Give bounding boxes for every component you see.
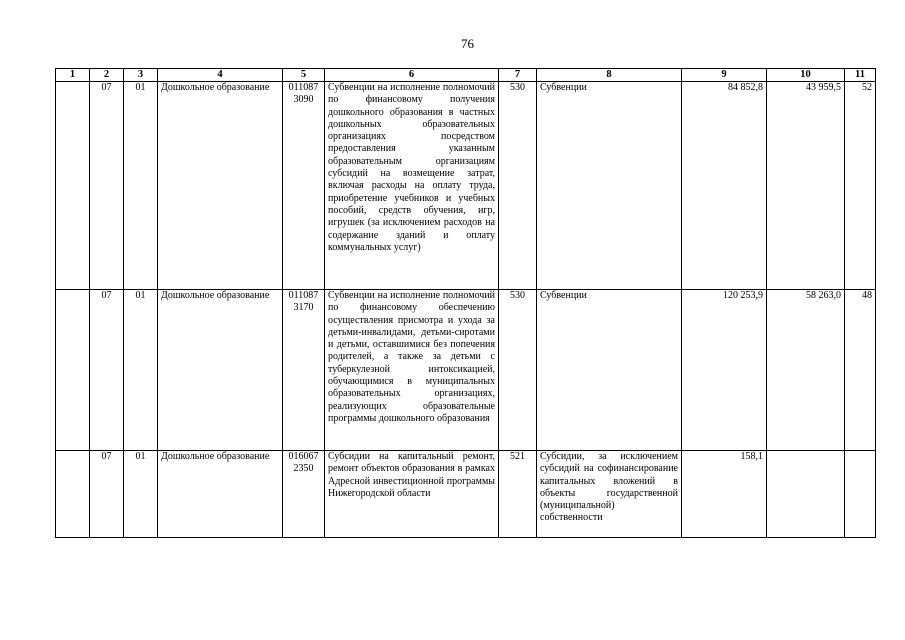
page-number: 76 xyxy=(461,36,474,51)
cell-target-code: 011087 3090 xyxy=(283,82,325,290)
cell-amount-col10: 43 959,5 xyxy=(767,82,845,290)
column-header: 1 xyxy=(56,69,90,82)
column-header: 3 xyxy=(124,69,158,82)
cell-amount-col9: 158,1 xyxy=(682,451,767,538)
cell-section-name: Дошкольное образование xyxy=(158,82,283,290)
cell-target-code: 011087 3170 xyxy=(283,290,325,451)
cell-description: Субвенции на исполнение полномочий по финансовому получения дошкольного образования в частных дошкольных образовательных организациях посредством предоставления указанным образовательным организациям субсидий на возмещение затрат, включая расходы на оплату труда, приобретение учебников и учебных пособий, средств обучения, игр, игрушек (за исключением расходов на содержание зданий и оплату коммунальных услуг) xyxy=(325,82,499,290)
column-header: 5 xyxy=(283,69,325,82)
cell-expense-type: 530 xyxy=(499,290,537,451)
column-header: 11 xyxy=(845,69,876,82)
cell-expense-name: Субвенции xyxy=(537,82,682,290)
table-row xyxy=(56,290,876,451)
budget-table xyxy=(55,68,876,538)
table-row xyxy=(56,451,876,538)
cell-subsection: 01 xyxy=(124,290,158,451)
cell-target-code: 016067 2350 xyxy=(283,451,325,538)
cell-expense-name: Субвенции xyxy=(537,290,682,451)
column-header: 4 xyxy=(158,69,283,82)
cell-subsection: 01 xyxy=(124,451,158,538)
cell-col1 xyxy=(56,451,90,538)
cell-subsection: 01 xyxy=(124,82,158,290)
cell-col1 xyxy=(56,82,90,290)
cell-value-col11 xyxy=(845,451,876,538)
column-header: 8 xyxy=(537,69,682,82)
cell-section: 07 xyxy=(90,451,124,538)
cell-section-name: Дошкольное образование xyxy=(158,451,283,538)
cell-col1 xyxy=(56,290,90,451)
cell-description: Субвенции на исполнение полномочий по финансовому обеспечению осуществления присмотра и ухода за детьми-инвалидами, детьми-сиротами и детьми, оставшимися без попечения родителей, а также за детьми с туберкулезной интоксикацией, обучающимися в муниципальных образовательных организациях, реализующих образовательные программы дошкольного образования xyxy=(325,290,499,451)
column-header: 2 xyxy=(90,69,124,82)
cell-description: Субсидии на капитальный ремонт, ремонт объектов образования в рамках Адресной инвестиционной программы Нижегородской области xyxy=(325,451,499,538)
cell-value-col11: 48 xyxy=(845,290,876,451)
table-row xyxy=(56,82,876,290)
cell-amount-col9: 120 253,9 xyxy=(682,290,767,451)
cell-expense-name: Субсидии, за исключением субсидий на софинансирование капитальных вложений в объекты государственной (муниципальной) собственности xyxy=(537,451,682,538)
table-header-row xyxy=(56,69,876,82)
cell-section-name: Дошкольное образование xyxy=(158,290,283,451)
column-header: 6 xyxy=(325,69,499,82)
column-header: 9 xyxy=(682,69,767,82)
cell-value-col11: 52 xyxy=(845,82,876,290)
cell-expense-type: 530 xyxy=(499,82,537,290)
column-header: 10 xyxy=(767,69,845,82)
cell-amount-col10: 58 263,0 xyxy=(767,290,845,451)
column-header: 7 xyxy=(499,69,537,82)
cell-section: 07 xyxy=(90,290,124,451)
cell-amount-col9: 84 852,8 xyxy=(682,82,767,290)
cell-expense-type: 521 xyxy=(499,451,537,538)
cell-section: 07 xyxy=(90,82,124,290)
cell-amount-col10 xyxy=(767,451,845,538)
